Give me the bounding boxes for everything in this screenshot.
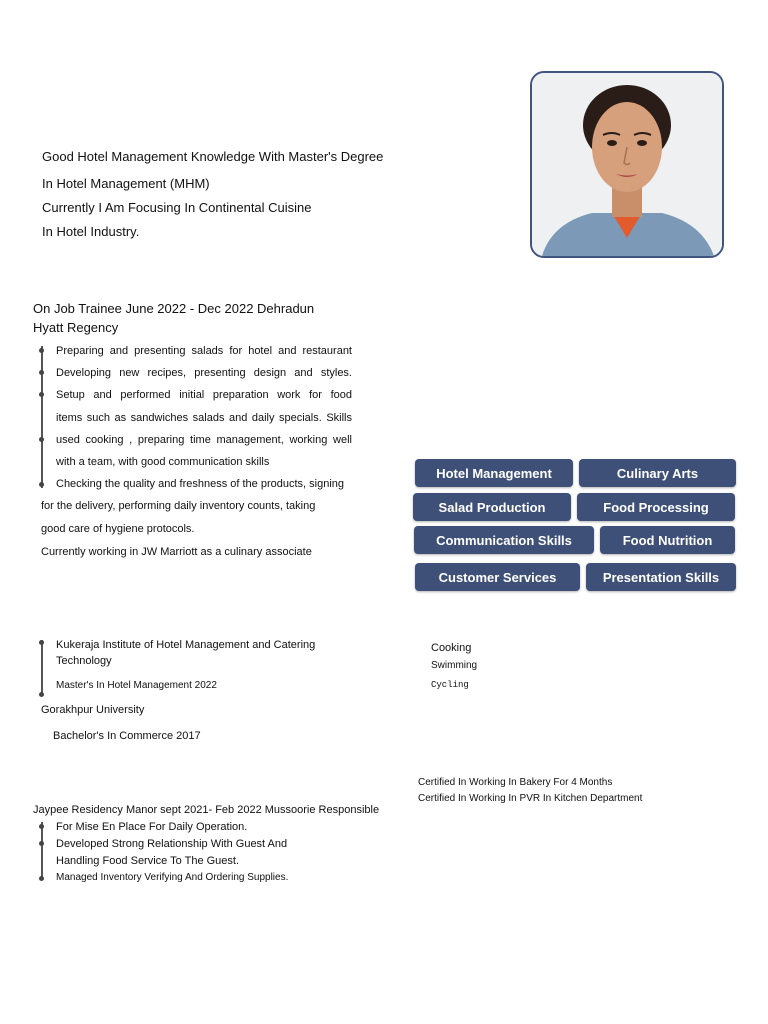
duty-line: Developed Strong Relationship With Guest And — [56, 838, 288, 850]
timeline-dot — [39, 876, 44, 881]
institute-name: Kukeraja Institute of Hotel Management and Catering — [56, 639, 316, 651]
duty-line: with a team, with good communication skills — [56, 456, 270, 468]
duty-line: items such as sandwiches salads and daily specials. Skills — [56, 412, 352, 424]
timeline-dot — [39, 692, 44, 697]
timeline-rail — [41, 346, 43, 488]
timeline-dot — [39, 348, 44, 353]
degree: Bachelor's In Commerce 2017 — [53, 730, 201, 742]
timeline-dot — [39, 370, 44, 375]
skill-badge: Food Nutrition — [600, 526, 735, 554]
duty-line: good care of hygiene protocols. — [41, 523, 195, 535]
duty-line: Developing new recipes, presenting design and styles. — [56, 367, 352, 379]
skill-badge: Hotel Management — [415, 459, 573, 487]
certification-item: Certified In Working In Bakery For 4 Months — [418, 777, 613, 788]
job-title: Jaypee Residency Manor sept 2021- Feb 2022 Mussoorie Responsible — [33, 804, 380, 816]
summary-line: In Hotel Management (MHM) — [42, 176, 210, 191]
hobby-item: Cycling — [431, 680, 469, 690]
timeline-rail — [41, 640, 43, 696]
duty-line: Handling Food Service To The Guest. — [56, 855, 240, 867]
duty-line: For Mise En Place For Daily Operation. — [56, 821, 248, 833]
duty-line: Checking the quality and freshness of the products, signing — [56, 478, 345, 490]
timeline-dot — [39, 482, 44, 487]
duty-line: Setup and performed initial preparation work for food — [56, 389, 352, 401]
institute-name: Technology — [56, 655, 112, 667]
summary-line: Currently I Am Focusing In Continental Cuisine — [42, 200, 312, 215]
duty-line: for the delivery, performing daily inventory counts, taking — [41, 500, 316, 512]
company-name: Hyatt Regency — [33, 320, 119, 335]
duty-line: Currently working in JW Marriott as a culinary associate — [41, 546, 312, 558]
hobby-item: Cooking — [431, 642, 472, 654]
job-title: On Job Trainee June 2022 - Dec 2022 Dehradun — [33, 301, 315, 316]
summary-line: In Hotel Industry. — [42, 224, 140, 239]
duty-line: Managed Inventory Verifying And Ordering Supplies. — [56, 872, 289, 883]
duty-line: Preparing and presenting salads for hotel and restaurant — [56, 345, 352, 357]
timeline-dot — [39, 640, 44, 645]
degree: Master's In Hotel Management 2022 — [56, 680, 217, 691]
skill-badge: Customer Services — [415, 563, 580, 591]
university-name: Gorakhpur University — [41, 704, 145, 716]
skill-badge: Presentation Skills — [586, 563, 736, 591]
timeline-rail — [41, 822, 43, 880]
person-portrait-icon — [532, 73, 722, 256]
timeline-dot — [39, 841, 44, 846]
skill-badge: Communication Skills — [414, 526, 594, 554]
summary-line: Good Hotel Management Knowledge With Master's Degree — [42, 149, 384, 164]
certification-item: Certified In Working In PVR In Kitchen Department — [418, 793, 643, 804]
skill-badge: Food Processing — [577, 493, 735, 521]
timeline-dot — [39, 437, 44, 442]
skill-badge: Culinary Arts — [579, 459, 736, 487]
timeline-dot — [39, 392, 44, 397]
duty-line: used cooking , preparing time management, working well — [56, 434, 352, 446]
skill-badge: Salad Production — [413, 493, 571, 521]
timeline-dot — [39, 824, 44, 829]
hobby-item: Swimming — [431, 660, 478, 671]
profile-photo — [530, 71, 724, 258]
